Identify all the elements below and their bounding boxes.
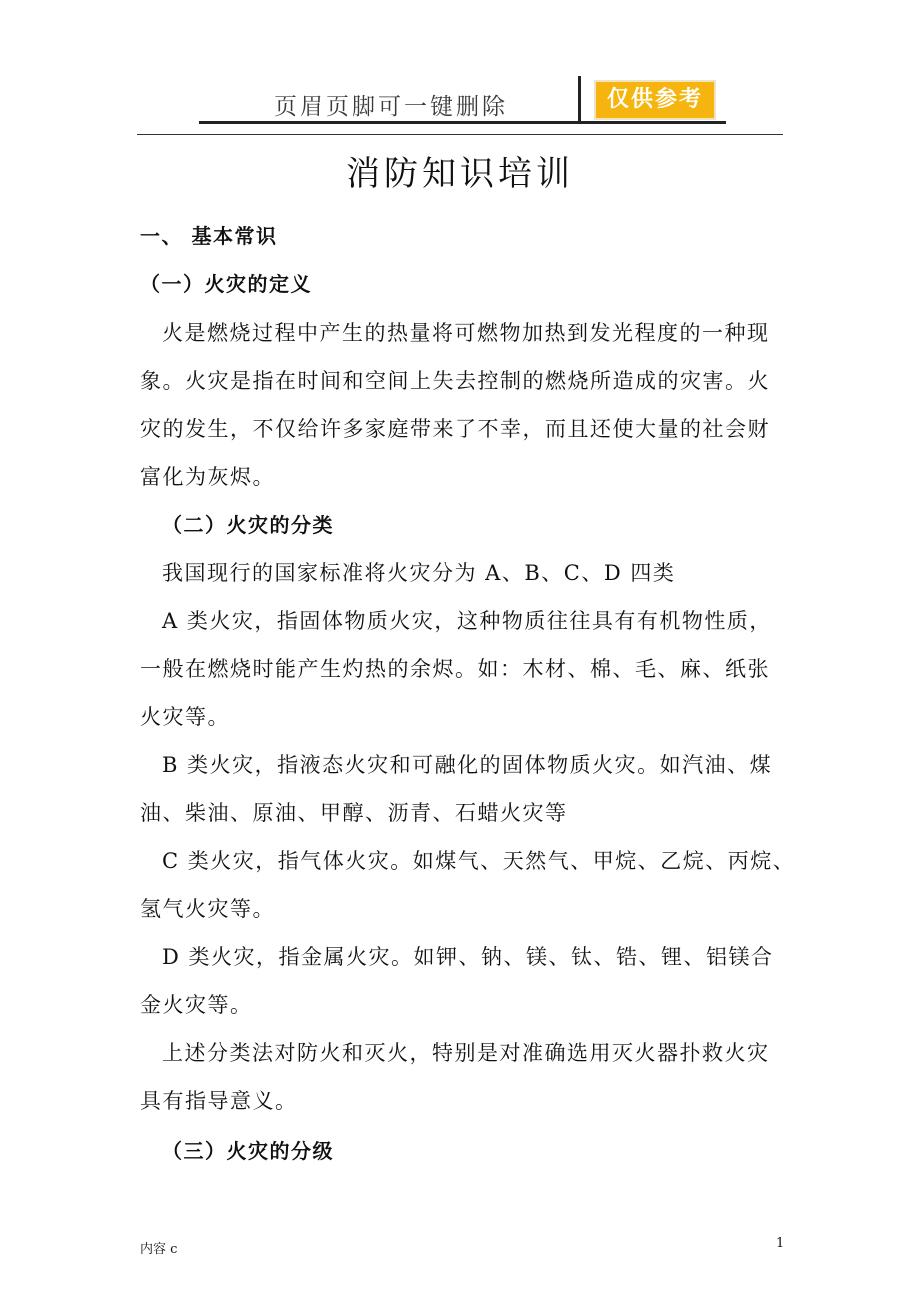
page-number: 1 [776, 1236, 785, 1251]
paragraph-line: 油、柴油、原油、甲醇、沥青、石蜡火灾等 [140, 801, 568, 825]
subheading-definition: （一）火灾的定义 [140, 272, 312, 296]
subheading-grading: （三）火灾的分级 [162, 1139, 334, 1163]
paragraph-line: 火灾等。 [140, 705, 230, 729]
document-title: 消防知识培训 [346, 154, 574, 194]
section-heading-basic: 一、 基本常识 [140, 224, 278, 248]
paragraph-line: 金火灾等。 [140, 993, 253, 1017]
footer-label: 内容 c [140, 1242, 178, 1257]
paragraph-line: C 类火灾，指气体火灾。如煤气、天然气、甲烷、乙烷、丙烷、 [162, 849, 796, 873]
paragraph-line: 氢气火灾等。 [140, 897, 275, 921]
subheading-classification: （二）火灾的分类 [162, 513, 334, 537]
header-text: 页眉页脚可一键删除 [274, 94, 508, 120]
paragraph-line: 一般在燃烧时能产生灼热的余烬。如：木材、棉、毛、麻、纸张 [140, 657, 770, 681]
paragraph-line: B 类火灾，指液态火灾和可融化的固体物质火灾。如汽油、煤 [162, 753, 773, 777]
paragraph-line: 上述分类法对防火和灭火，特别是对准确选用灭火器扑救火灾 [162, 1041, 770, 1065]
paragraph-line: 象。火灾是指在时间和空间上失去控制的燃烧所造成的灾害。火 [140, 369, 770, 393]
paragraph-line: 灾的发生，不仅给许多家庭带来了不幸，而且还使大量的社会财 [140, 417, 770, 441]
header-rule [137, 134, 783, 135]
paragraph-line: 我国现行的国家标准将火灾分为 A、B、C、D 四类 [162, 561, 676, 585]
paragraph-line: A 类火灾，指固体物质火灾，这种物质往往具有有机物性质， [162, 609, 772, 633]
paragraph-line: D 类火灾，指金属火灾。如钾、钠、镁、钛、锆、锂、铝镁合 [162, 945, 774, 969]
paragraph-line: 富化为灰烬。 [140, 465, 275, 489]
page-header [0, 0, 920, 140]
header-divider [578, 76, 581, 124]
header-underline [199, 121, 726, 124]
reference-badge: 仅供参考 [594, 80, 716, 120]
paragraph-line: 火是燃烧过程中产生的热量将可燃物加热到发光程度的一种现 [162, 321, 770, 345]
paragraph-line: 具有指导意义。 [140, 1089, 298, 1113]
